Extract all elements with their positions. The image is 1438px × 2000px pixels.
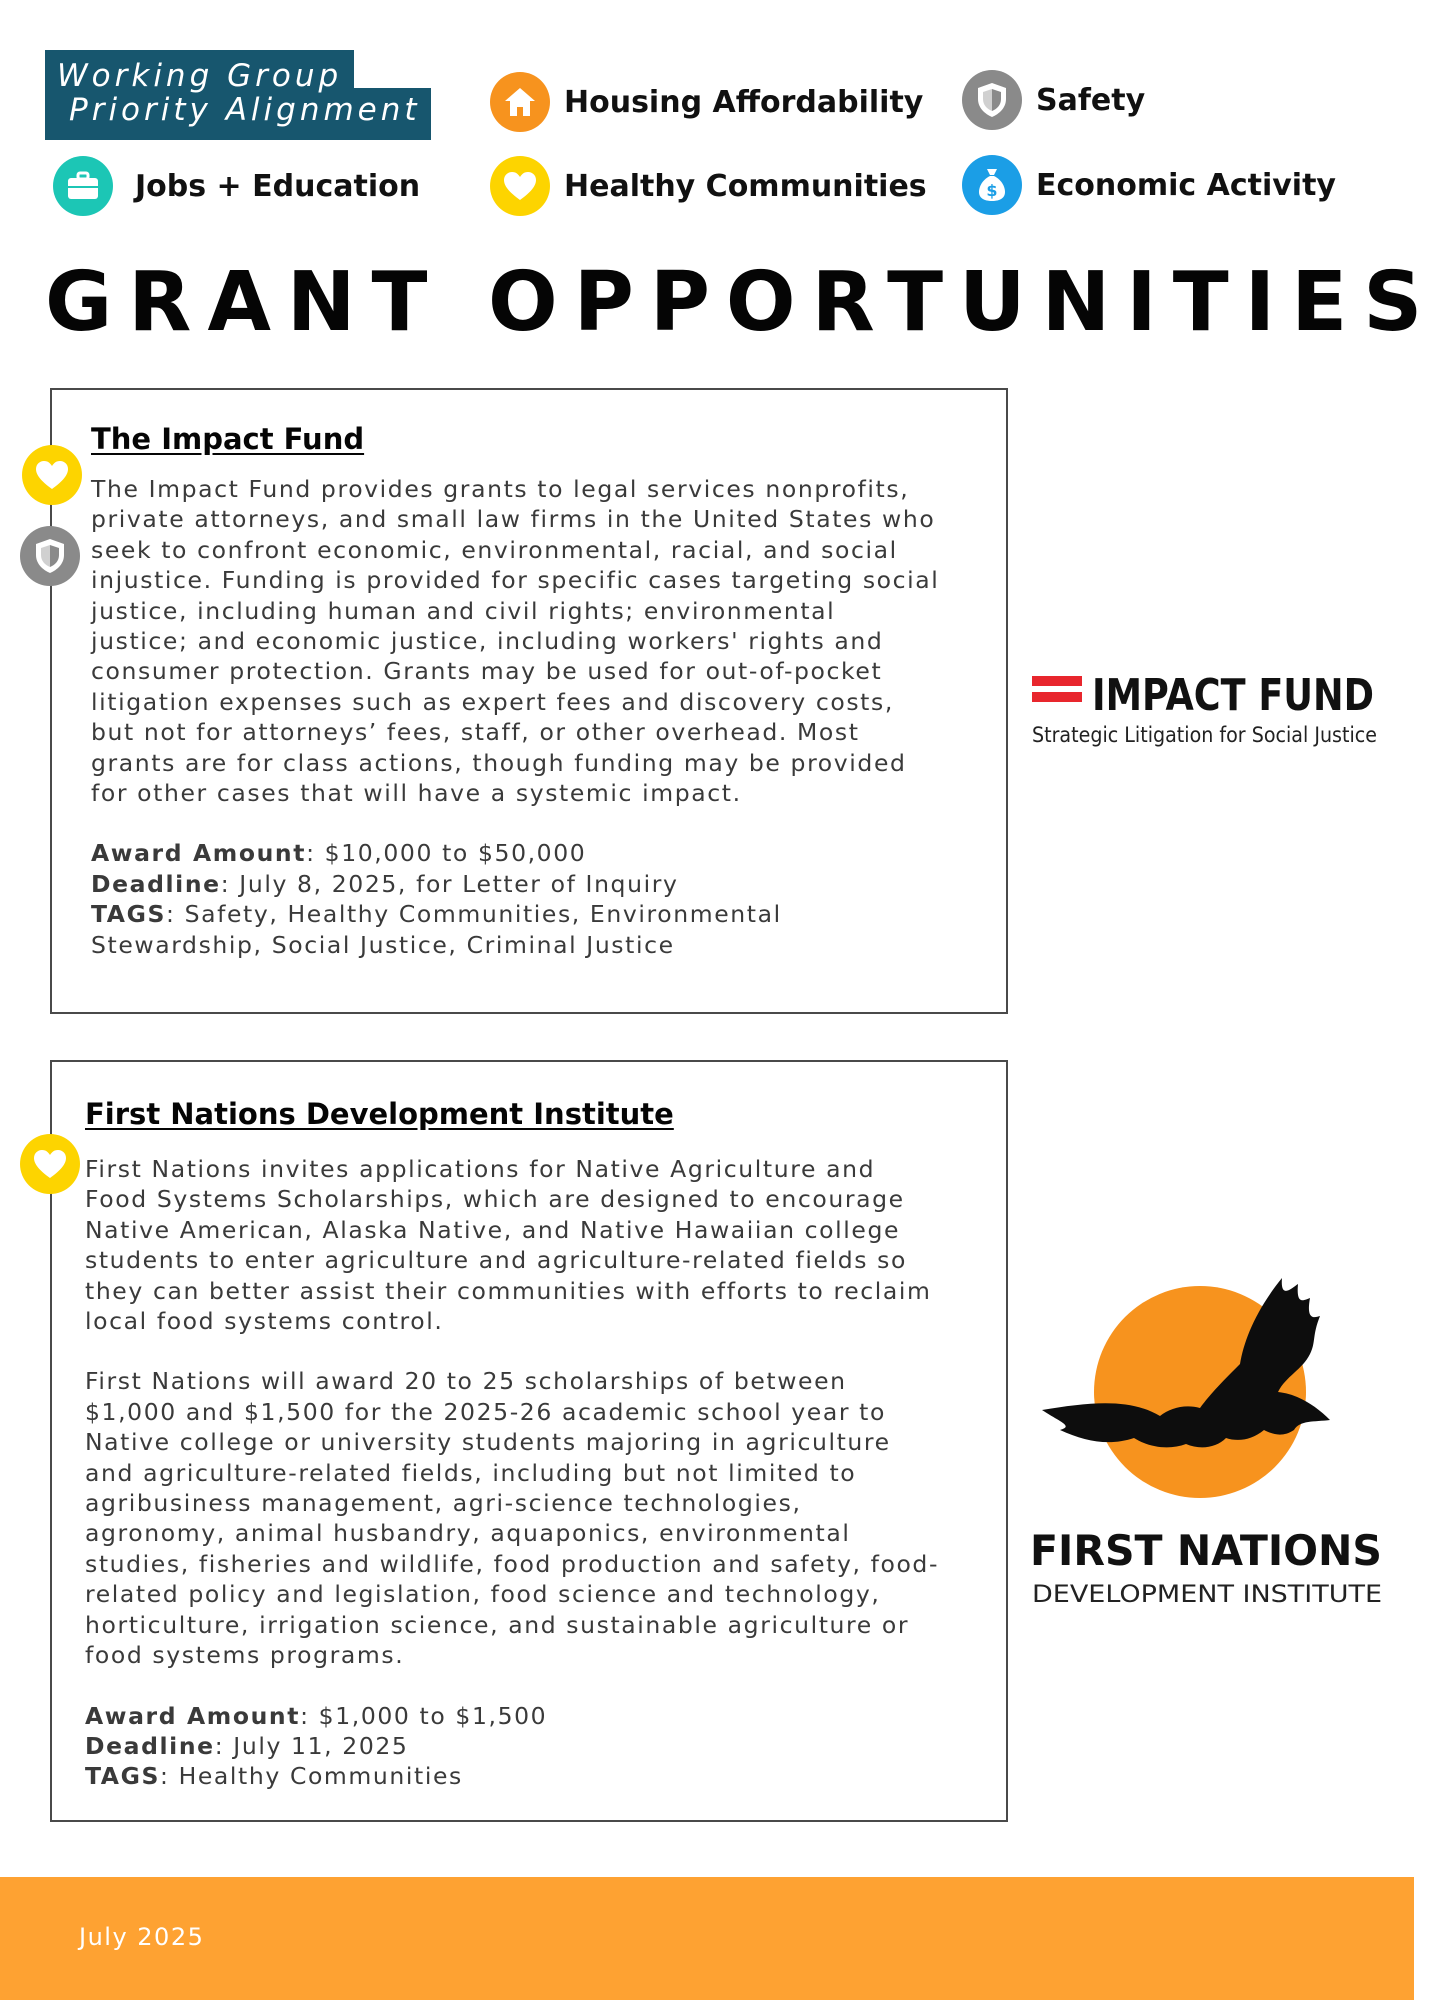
deadline: Deadline: July 11, 2025 [85,1731,409,1760]
tags: TAGS: Safety, Healthy Communities, Environmental Stewardship, Social Justice, Criminal Justice [91,900,782,959]
grant-description: First Nations will award 20 to 25 scholarships of between $1,000 and $1,500 for the 2025-26 academic school year to Native college or university students majoring in agriculture and agriculture-related fields, including but not limited to agribusiness management, agri-science technologies, agronomy, animal husbandry, aquaponics, environmental studies, fisheries and wildlife, food production and safety, food-related policy and legislation, food science and technology, horticulture, irrigation science, and sustainable agriculture or food systems programs. [85,1367,940,1670]
grant-name: First Nations Development Institute [85,1097,674,1131]
money-bag-icon [962,155,1022,215]
legend-healthy [490,156,927,216]
grant-card-impact-fund [50,388,1008,1014]
first-nations-tagline: DEVELOPMENT INSTITUTE [1032,1580,1382,1608]
impact-fund-wordmark: IMPACT FUND [1092,670,1374,721]
briefcase-icon [53,156,113,216]
first-nations-wordmark: FIRST NATIONS [1030,1526,1382,1575]
working-group-line2: Priority Alignment [69,92,421,128]
legend-housing [490,72,923,132]
grant-body [85,1154,945,1792]
grant-name: The Impact Fund [91,422,365,456]
house-icon [490,72,550,132]
shield-icon [962,70,1022,130]
working-group-line1: Working Group [57,58,343,94]
legend-label: Jobs + Education [135,168,421,204]
grant-description: First Nations invites applications for Native Agriculture and Food Systems Scholarships, which are designed to encourage Native American, Alaska Native, and Native Hawaiian college students to enter agriculture and agriculture-related fields so they can better assist their communities with efforts to reclaim local food systems control. [85,1155,932,1336]
legend-label: Safety [1036,82,1146,118]
heart-icon [20,1134,80,1194]
tags: TAGS: Healthy Communities [85,1762,463,1791]
grant-body [91,474,941,960]
page-title: GRANT OPPORTUNITIES [45,255,1438,350]
legend-label: Economic Activity [1036,167,1336,203]
legend-label: Housing Affordability [564,84,924,120]
svg-text:$: $ [986,181,998,200]
footer [0,1877,1414,2000]
award-amount: Award Amount: $10,000 to $50,000 [91,839,587,868]
footer-date: July 2025 [79,1923,205,1951]
legend-safety [962,70,1145,130]
deadline: Deadline: July 8, 2025, for Letter of Inquiry [91,869,679,898]
shield-icon [20,526,80,586]
legend-jobs [53,156,420,216]
first-nations-logo [1030,1270,1390,1615]
grant-description: The Impact Fund provides grants to legal services nonprofits, private attorneys, and small law firms in the United States who seek to confront economic, environmental, racial, and social injustice. Funding is provided for specific cases targeting social justice, including human and civil rights; environmental justice; and economic justice, including workers' rights and consumer protection. Grants may be used for out-of-pocket litigation expenses such as expert fees and discovery costs, but not for attorneys’ fees, staff, or other overhead. Most grants are for class actions, though funding may be provided for other cases that will have a systemic impact. [91,475,940,808]
impact-fund-tagline: Strategic Litigation for Social Justice [1032,723,1377,747]
heart-icon [22,445,82,505]
impact-fund-logo [1030,670,1390,750]
heart-icon [490,156,550,216]
award-amount: Award Amount: $1,000 to $1,500 [85,1701,548,1730]
title-notch [354,50,434,88]
legend-economic [962,155,1336,215]
grant-card-first-nations [50,1060,1008,1822]
legend-label: Healthy Communities [564,168,927,204]
